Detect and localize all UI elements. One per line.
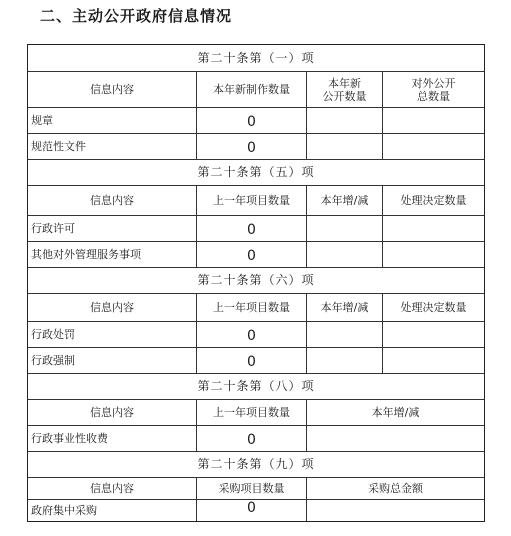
section-title: 第二十条第（一）项 (197, 50, 315, 65)
empty-cell (306, 348, 382, 373)
section-title: 第二十条第（八）项 (197, 379, 315, 393)
header-cell: 采购总金额 (306, 478, 484, 499)
row-value: 0 (196, 108, 306, 133)
row-label: 行政许可 (31, 222, 75, 235)
table-row (28, 321, 484, 347)
header-cell: 上一年项目数量 (196, 400, 306, 425)
row-value: 0 (196, 500, 306, 521)
section-title-row (28, 267, 484, 293)
row-value: 0 (196, 242, 306, 267)
section-title-row (28, 159, 484, 185)
header-cell: 对外公开 总数量 (382, 72, 484, 107)
row-value: 0 (196, 322, 306, 347)
header-cell: 本年增/减 (306, 400, 484, 425)
header-cell: 上一年项目数量 (196, 186, 306, 215)
header-cell: 处理决定数量 (382, 294, 484, 321)
table-row (28, 133, 484, 159)
table-row (28, 425, 484, 451)
header-row (28, 399, 484, 425)
header-cell: 信息内容 (90, 194, 134, 207)
row-label: 其他对外管理服务事项 (31, 248, 141, 261)
table-row (28, 241, 484, 267)
empty-cell (382, 348, 484, 373)
row-label: 政府集中采购 (31, 504, 97, 517)
empty-cell (306, 108, 382, 133)
row-label: 行政强制 (31, 354, 75, 367)
row-value: 0 (196, 426, 306, 451)
empty-cell (382, 216, 484, 241)
table-row (28, 499, 484, 521)
section-title: 第二十条第（六）项 (197, 273, 315, 287)
empty-cell (306, 216, 382, 241)
header-cell: 信息内容 (90, 482, 134, 495)
row-value: 0 (196, 216, 306, 241)
header-row (28, 185, 484, 215)
empty-cell (306, 500, 484, 521)
header-cell: 上一年项目数量 (196, 294, 306, 321)
section-title: 第二十条第（五）项 (197, 165, 315, 179)
row-label: 行政事业性收费 (31, 432, 108, 445)
empty-cell (382, 108, 484, 133)
header-cell: 信息内容 (90, 301, 134, 314)
section-title: 第二十条第（九）项 (197, 457, 315, 471)
header-cell: 采购项目数量 (196, 478, 306, 499)
header-cell: 处理决定数量 (382, 186, 484, 215)
header-cell: 信息内容 (90, 83, 134, 96)
disclosure-table (27, 44, 485, 522)
empty-cell (306, 242, 382, 267)
empty-cell (382, 134, 484, 159)
table-row (28, 215, 484, 241)
section-title-row (28, 373, 484, 399)
table-row (28, 107, 484, 133)
header-cell: 本年新制作数量 (196, 72, 306, 107)
row-label: 规章 (31, 114, 53, 127)
empty-cell (382, 242, 484, 267)
row-value: 0 (196, 348, 306, 373)
empty-cell (306, 322, 382, 347)
empty-cell (382, 322, 484, 347)
row-label: 规范性文件 (31, 140, 86, 153)
header-cell: 本年增/减 (306, 294, 382, 321)
empty-cell (306, 426, 484, 451)
header-cell: 本年新 公开数量 (306, 72, 382, 107)
table-row (28, 347, 484, 373)
row-value: 0 (196, 134, 306, 159)
section-title-row (28, 45, 484, 71)
page-heading: 二、主动公开政府信息情况 (40, 7, 233, 25)
empty-cell (306, 134, 382, 159)
header-row (28, 71, 484, 107)
row-label: 行政处罚 (31, 328, 75, 341)
section-title-row (28, 451, 484, 477)
header-row (28, 477, 484, 499)
header-cell: 本年增/减 (306, 186, 382, 215)
header-cell: 信息内容 (90, 406, 134, 419)
header-row (28, 293, 484, 321)
